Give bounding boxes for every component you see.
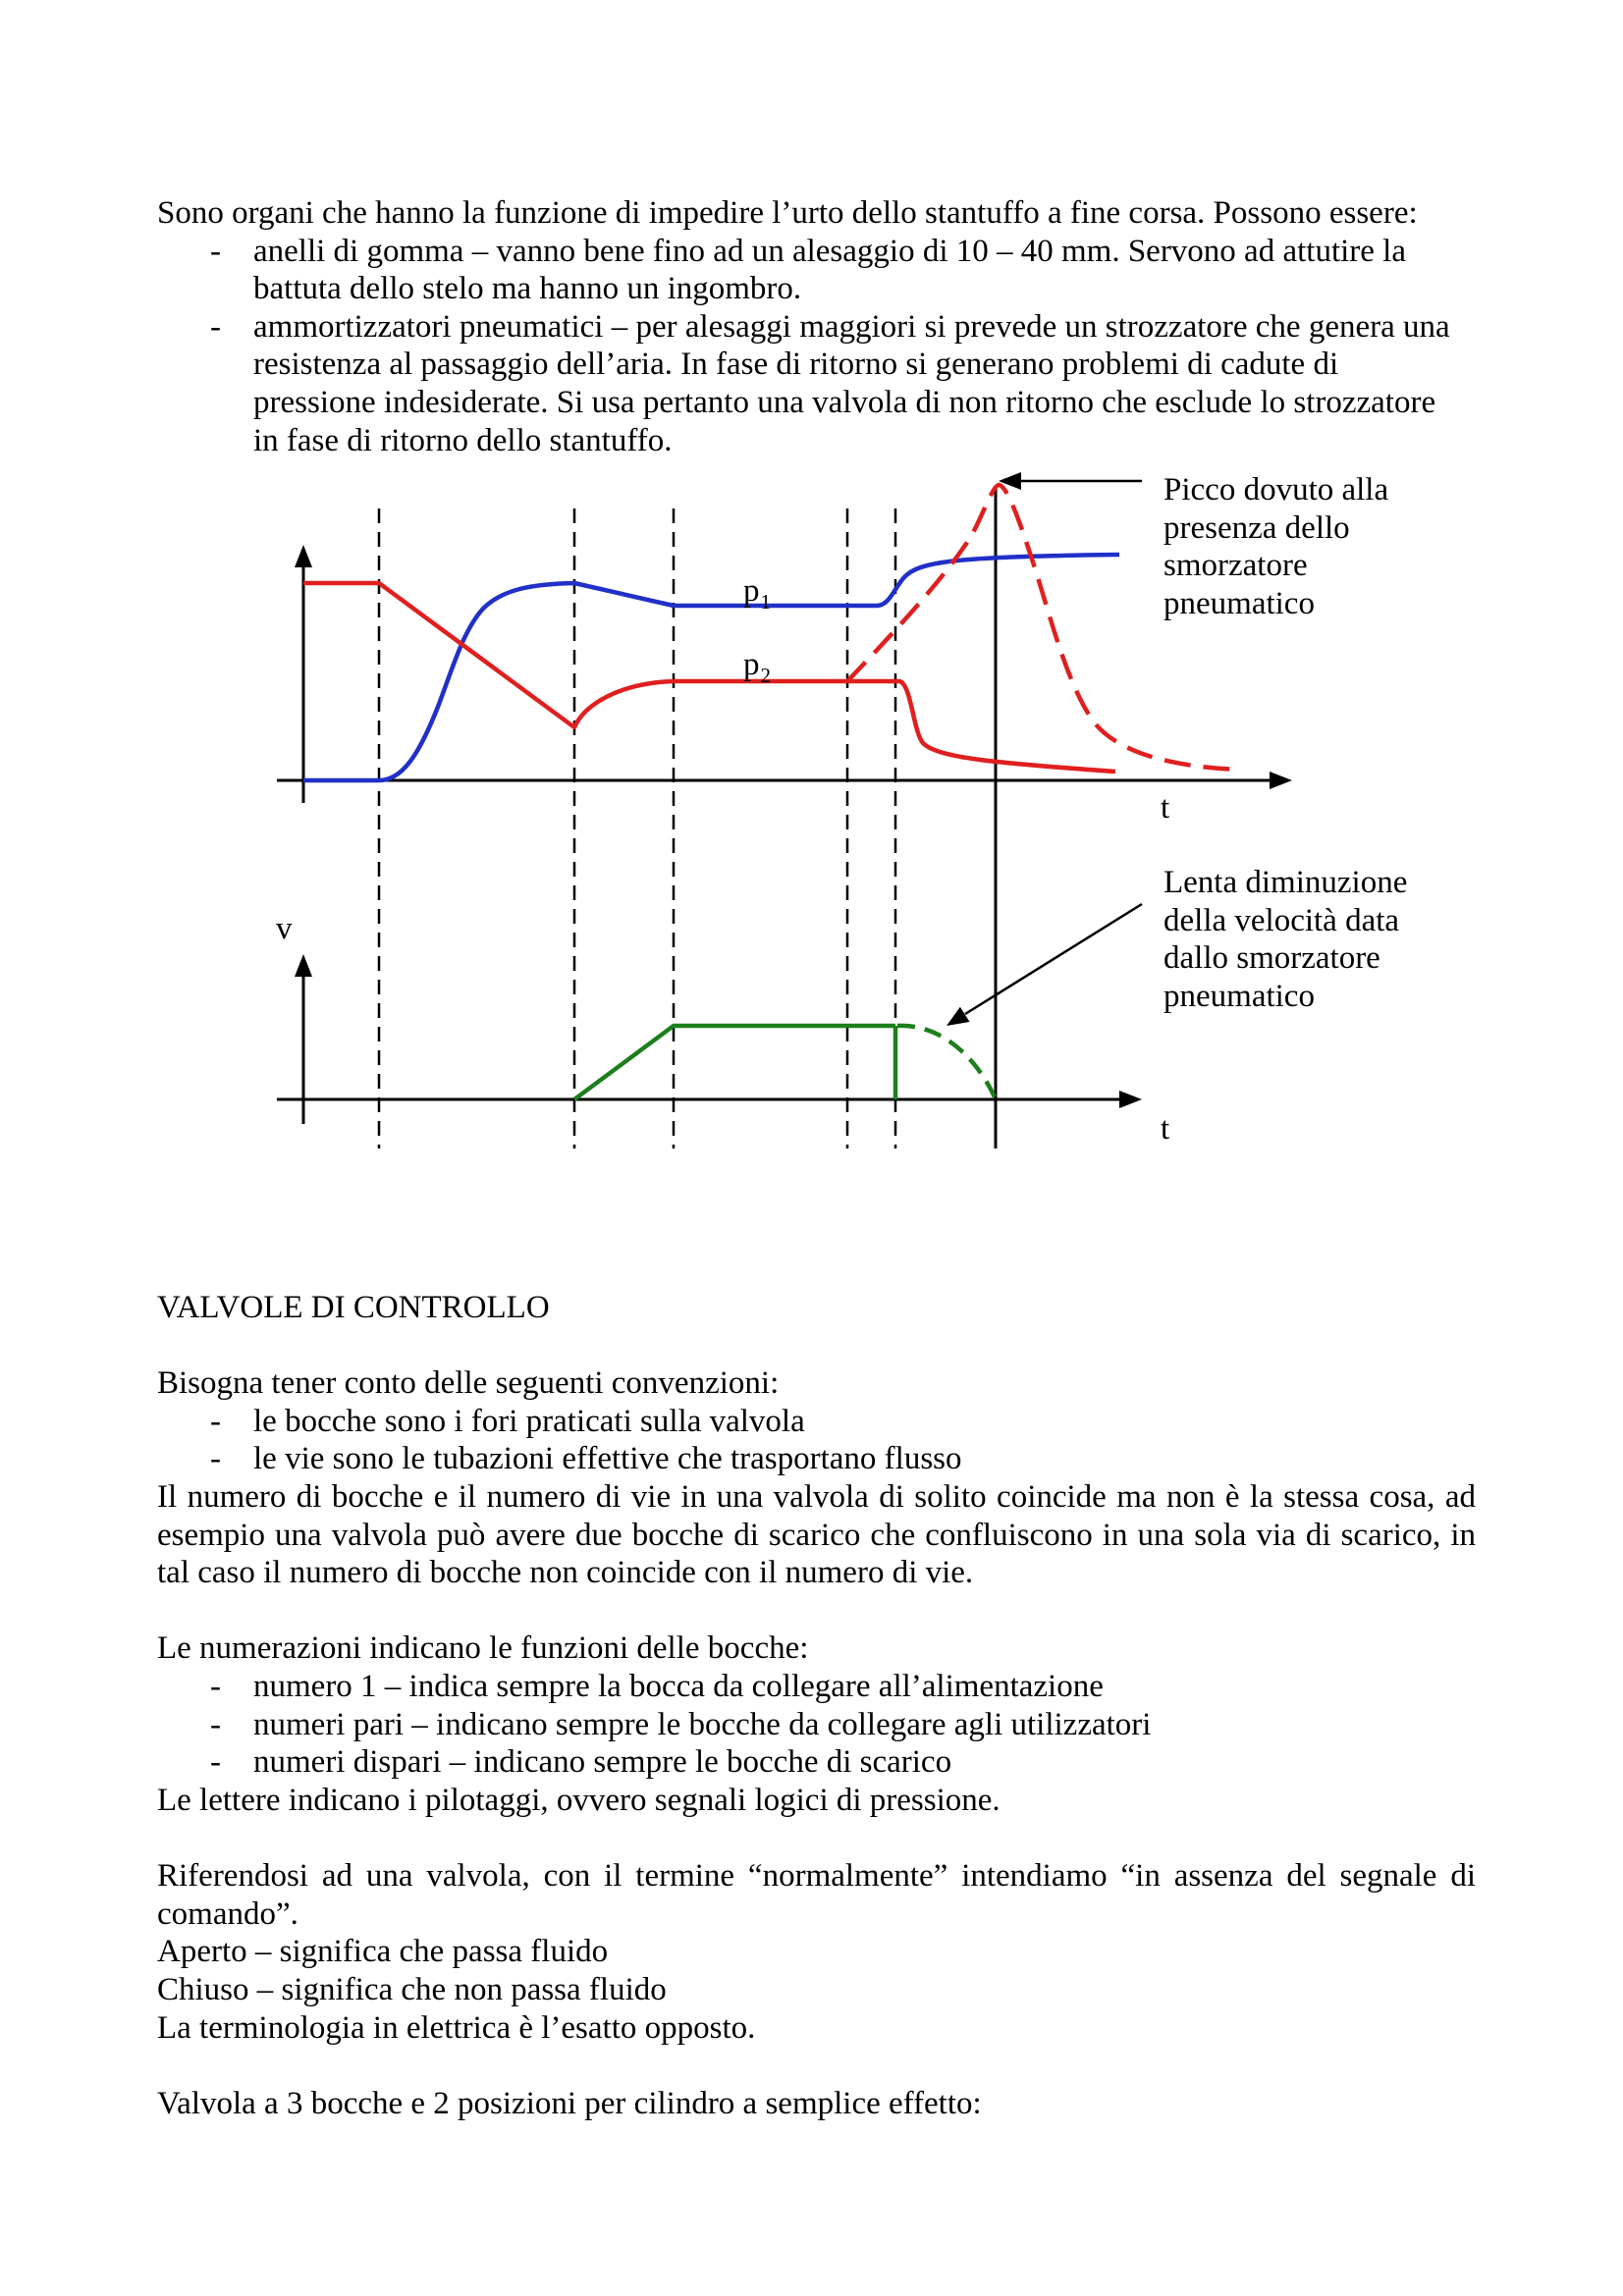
list-item-rubber-rings — [157, 233, 1478, 308]
p1-label — [743, 572, 771, 614]
annotation-line: Picco dovuto alla — [1163, 472, 1389, 507]
paragraph-line: Il numero di bocche e il numero di vie in una valvola di solito coincide ma non è la stessa cosa, ad — [157, 1479, 1476, 1516]
list-item — [157, 1403, 1478, 1441]
lower-y-axis-arrow — [295, 954, 312, 977]
annotation-line: pneumatico — [1163, 978, 1315, 1014]
paragraph-line: tal caso il numero di bocche non coincide con il numero di vie. — [157, 1555, 974, 1591]
peak-annotation — [1163, 471, 1388, 622]
bullet-dash: - — [210, 1441, 221, 1477]
annotation-line: Lenta diminuzione — [1163, 865, 1408, 900]
electrical-note: La terminologia in elettrica è l’esatto opposto. — [157, 2009, 756, 2046]
list-item-line: battuta dello stelo ma hanno un ingombro. — [253, 271, 802, 307]
letters-paragraph: Le lettere indicano i pilotaggi, ovvero segnali logici di pressione. — [157, 1782, 1001, 1818]
p2-label-subscript: 2 — [760, 664, 771, 687]
numbering-intro: Le numerazioni indicano le funzioni delle bocche: — [157, 1630, 809, 1667]
bullet-dash: - — [210, 308, 221, 345]
closed-definition: Chiuso – significa che non passa fluido — [157, 1971, 667, 2007]
paragraph-line: comando”. — [157, 1896, 298, 1932]
conventions-intro: Bisogna tener conto delle seguenti convenzioni: — [157, 1365, 780, 1402]
list-item-line: numeri pari – indicano sempre le bocche da collegare agli utilizzatori — [253, 1706, 1152, 1742]
list-item-line: numero 1 – indica sempre la bocca da collegare all’alimentazione — [253, 1669, 1104, 1705]
list-item-pneumatic-dampers — [157, 308, 1478, 459]
paragraph-spacer — [157, 1592, 1478, 1630]
bullet-dash: - — [210, 1744, 221, 1781]
list-item-line: pressione indesiderate. Si usa pertanto una valvola di non ritorno che esclude lo strozzatore — [253, 385, 1436, 421]
upper-y-axis-arrow — [295, 545, 312, 567]
paragraph-spacer — [157, 2047, 1478, 2085]
p1-label-subscript: 1 — [760, 590, 771, 614]
p1-label-letter: p — [743, 573, 760, 609]
bullet-dash: - — [210, 233, 221, 269]
section-heading: VALVOLE DI CONTROLLO — [157, 1290, 550, 1325]
p2-pressure-curve — [303, 583, 1115, 772]
list-item-line: numeri dispari – indicano sempre le bocche di scarico — [253, 1744, 952, 1781]
cushioning-section — [157, 194, 1478, 459]
list-item-line: le vie sono le tubazioni effettive che trasportano flusso — [253, 1441, 962, 1477]
lower-x-axis-label: t — [1161, 1111, 1170, 1147]
velocity-slowdown-dashed-curve — [897, 1026, 996, 1099]
annotation-line: smorzatore — [1163, 548, 1308, 584]
p2-label — [743, 646, 771, 687]
list-item-line: ammortizzatori pneumatici – per alesaggi maggiori si prevede un strozzatore che genera una — [253, 308, 1450, 345]
bullet-dash: - — [210, 1403, 221, 1439]
slowdown-annotation-arrow-head — [947, 1007, 970, 1026]
annotation-line: dallo smorzatore — [1163, 940, 1380, 977]
list-item — [157, 1743, 1478, 1782]
list-item-line: le bocche sono i fori praticati sulla valvola — [253, 1403, 805, 1439]
lower-x-axis-arrow — [1119, 1091, 1142, 1108]
lower-y-axis-label: v — [276, 911, 293, 946]
annotation-line: della velocità data — [1163, 902, 1400, 938]
list-item — [157, 1668, 1478, 1706]
cushioning-lead: Sono organi che hanno la funzione di impedire l’urto dello stantuffo a fine corsa. Possono essere: — [157, 195, 1418, 231]
valve-caption: Valvola a 3 bocche e 2 posizioni per cilindro a semplice effetto: — [157, 2085, 982, 2121]
control-valves-section — [157, 1289, 1478, 2122]
list-item-line: anelli di gomma – vanno bene fino ad un alesaggio di 10 – 40 mm. Servono ad attutire la — [253, 233, 1406, 269]
bullet-dash: - — [210, 1706, 221, 1742]
slowdown-annotation — [1163, 864, 1407, 1015]
paragraph-line: Riferendosi ad una valvola, con il termine “normalmente” intendiamo “in assenza del segnale di — [157, 1858, 1476, 1895]
list-item-line: in fase di ritorno dello stantuffo. — [253, 422, 673, 458]
open-definition: Aperto – significa che passa fluido — [157, 1934, 609, 1970]
upper-x-axis-label: t — [1161, 790, 1170, 826]
list-item — [157, 1440, 1478, 1478]
list-item — [157, 1706, 1478, 1744]
bullet-dash: - — [210, 1669, 221, 1705]
slowdown-annotation-arrow-line — [965, 904, 1142, 1014]
annotation-line: presenza dello — [1163, 509, 1350, 546]
annotation-line: pneumatico — [1163, 585, 1315, 621]
list-item-line: resistenza al passaggio dell’aria. In fase di ritorno si generano problemi di cadute di — [253, 347, 1339, 383]
p2-label-letter: p — [743, 647, 760, 682]
upper-x-axis-arrow — [1270, 772, 1292, 789]
paragraph-line: esempio una valvola può avere due bocche di scarico che confluiscono in una sola via di scarico, in — [157, 1517, 1476, 1553]
paragraph-spacer — [157, 1327, 1478, 1365]
paragraph-spacer — [157, 1820, 1478, 1858]
